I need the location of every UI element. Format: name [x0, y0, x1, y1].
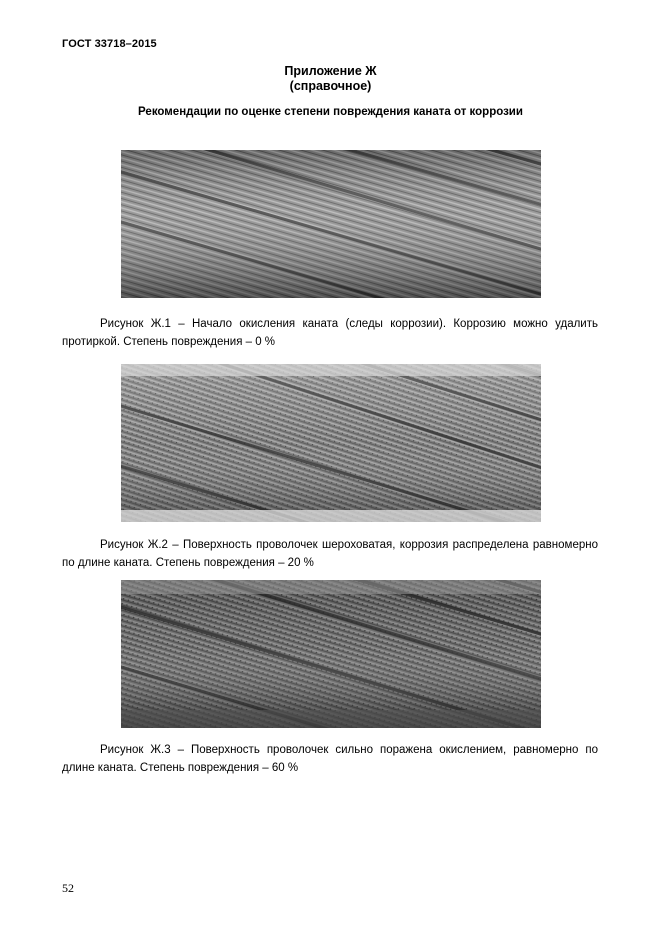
figure-3-photo: [121, 580, 541, 728]
figure-1-caption: Рисунок Ж.1 – Начало окисления каната (следы коррозии). Коррозию можно удалить протиркой. Степень повреждения – 0 %: [62, 318, 598, 348]
figure-2-photo: [121, 364, 541, 522]
section-heading: Рекомендации по оценке степени повреждения каната от коррозии: [138, 106, 523, 118]
figure-2-caption: Рисунок Ж.2 – Поверхность проволочек шероховатая, коррозия распределена равномерно по длине каната. Степень повреждения – 20 %: [62, 539, 598, 569]
page-number: 52: [62, 881, 74, 895]
appendix-title: Приложение Ж: [284, 64, 377, 78]
appendix-type: (справочное): [289, 79, 372, 93]
figure-1-photo: [121, 150, 541, 298]
figure-3-caption: Рисунок Ж.3 – Поверхность проволочек сильно поражена окислением, равномерно по длине каната. Степень повреждения – 60 %: [62, 744, 598, 774]
document-code: ГОСТ 33718–2015: [62, 38, 157, 50]
